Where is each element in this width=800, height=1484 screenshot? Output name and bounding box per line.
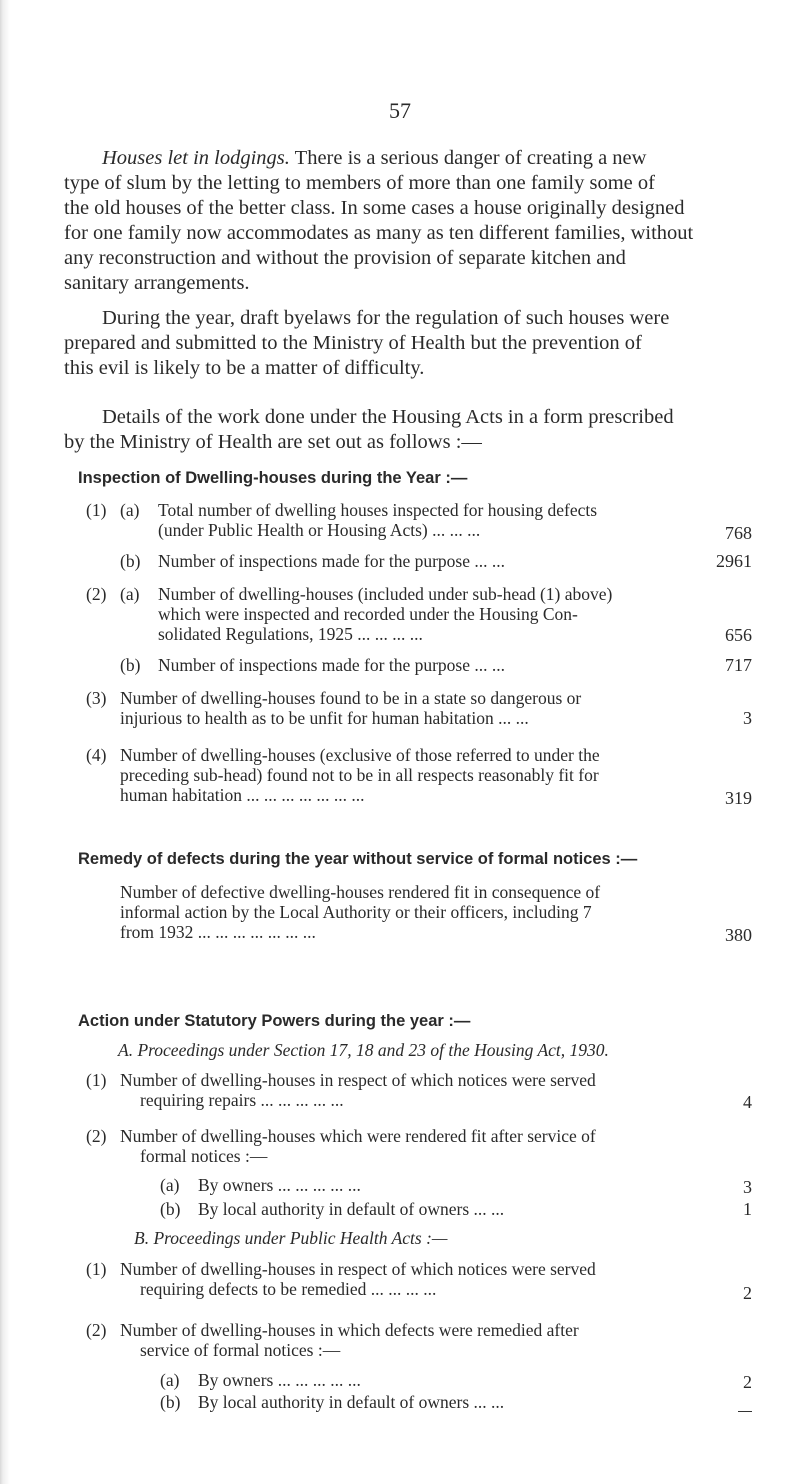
item-3-text: Number of dwelling-houses found to be in a state so dangerous or injurious to health as to be unfit for human habitation ... ... (120, 688, 582, 728)
paragraph-line: prepared and submitted to the Ministry of Health but the prevention of (64, 332, 642, 354)
item-1a-text: Total number of dwelling houses inspected for housing defects (under Public Health or Housing Acts) ... ... ... (158, 500, 598, 540)
paragraph-line: During the year, draft byelaws for the regulation of such houses were (102, 307, 670, 329)
item-1b-text: Number of inspections made for the purpose ... ... (158, 551, 506, 571)
paragraph-line: sanitary arrangements. (64, 272, 250, 294)
item-number: (4) (86, 745, 107, 765)
item-letter: (b) (120, 551, 141, 571)
subheading-public-health-acts: B. Proceedings under Public Health Acts :— (134, 1228, 448, 1248)
paragraph-line: the old houses of the better class. In some cases a house originally designed (64, 197, 685, 219)
action-b2a-value: 2 (743, 1372, 752, 1392)
action-a2-text: Number of dwelling-houses which were rendered fit after service of formal notices :— (120, 1126, 596, 1166)
item-letter: (b) (160, 1392, 181, 1412)
item-number: (2) (86, 1320, 107, 1340)
item-letter: (a) (120, 500, 140, 520)
action-b2b-text: By local authority in default of owners ... ... (198, 1392, 505, 1412)
item-letter: (a) (160, 1175, 180, 1195)
item-2a-value: 656 (725, 625, 752, 645)
item-4-text: Number of dwelling-houses (exclusive of those referred to under the preceding sub-head) found not to be in all respects reasonably fit for human habitation ... ... ... ... ... ... ... (120, 745, 600, 805)
action-a1-value: 4 (743, 1092, 752, 1112)
paragraph-details-of-work (64, 405, 744, 455)
action-a2b-value: 1 (743, 1199, 752, 1219)
item-1b-value: 2961 (716, 551, 752, 571)
paragraph-line: Houses let in lodgings. There is a serious danger of creating a new (102, 147, 647, 169)
section-heading-action: Action under Statutory Powers during the year :— (78, 1012, 471, 1030)
action-a1-text: Number of dwelling-houses in respect of which notices were served requiring repairs ... ... ... ... ... (120, 1070, 596, 1110)
item-3-value: 3 (743, 708, 752, 728)
action-a2b-text: By local authority in default of owners ... ... (198, 1199, 505, 1219)
item-number: (1) (86, 1259, 107, 1279)
action-b1-value: 2 (743, 1283, 752, 1303)
section-heading-remedy: Remedy of defects during the year without service of formal notices :— (78, 850, 638, 868)
paragraph-line: type of slum by the letting to members of more than one family some of (64, 172, 655, 194)
item-letter: (b) (160, 1199, 181, 1219)
action-b2a-text: By owners ... ... ... ... ... (198, 1370, 361, 1390)
paragraph-line: this evil is likely to be a matter of difficulty. (64, 357, 425, 379)
page-number: 57 (389, 98, 411, 123)
paragraph-line: Details of the work done under the Housing Acts in a form prescribed (102, 406, 674, 428)
remedy-text: Number of defective dwelling-houses rendered fit in consequence of informal action by the Local Authority or their officers, including 7 from 1932 ... ... ... ... ... ... ... (120, 882, 601, 942)
item-4-value: 319 (725, 788, 752, 808)
item-letter: (a) (120, 584, 140, 604)
item-2a-text: Number of dwelling-houses (included under sub-head (1) above) which were inspected and recorded under the Housing Con- solidated Regulations, 1925 ... ... ... ... (158, 584, 613, 644)
subheading-housing-act: A. Proceedings under Section 17, 18 and 23 of the Housing Act, 1930. (118, 1040, 609, 1060)
item-letter: (b) (120, 655, 141, 675)
item-number: (1) (86, 500, 107, 520)
item-number: (2) (86, 584, 107, 604)
action-a2a-value: 3 (743, 1177, 752, 1197)
paragraph-line: for one family now accommodates as many as ten different families, without (64, 222, 694, 244)
paragraph-line: by the Ministry of Health are set out as follows :— (64, 431, 482, 453)
paragraph-line: any reconstruction and without the provision of separate kitchen and (64, 247, 626, 269)
action-b1-text: Number of dwelling-houses in respect of which notices were served requiring defects to be remedied ... ... ... ... (120, 1259, 596, 1299)
item-number: (2) (86, 1126, 107, 1146)
item-1a-value: 768 (725, 523, 752, 543)
paragraph-lead-italic: Houses let in lodgings. (102, 147, 290, 169)
item-number: (1) (86, 1070, 107, 1090)
empty-value-dash (738, 1411, 752, 1412)
action-a2a-text: By owners ... ... ... ... ... (198, 1175, 361, 1195)
remedy-value: 380 (725, 925, 752, 945)
paragraph-houses-in-lodgings (64, 146, 744, 296)
paragraph-draft-byelaws (64, 306, 744, 381)
item-letter: (a) (160, 1370, 180, 1390)
item-2b-text: Number of inspections made for the purpose ... ... (158, 655, 506, 675)
section-heading-inspection: Inspection of Dwelling-houses during the Year :— (78, 469, 468, 487)
item-number: (3) (86, 688, 107, 708)
action-b2-text: Number of dwelling-houses in which defects were remedied after service of formal notices :— (120, 1320, 579, 1360)
item-2b-value: 717 (725, 655, 752, 675)
page-edge-shadow (0, 0, 14, 1484)
